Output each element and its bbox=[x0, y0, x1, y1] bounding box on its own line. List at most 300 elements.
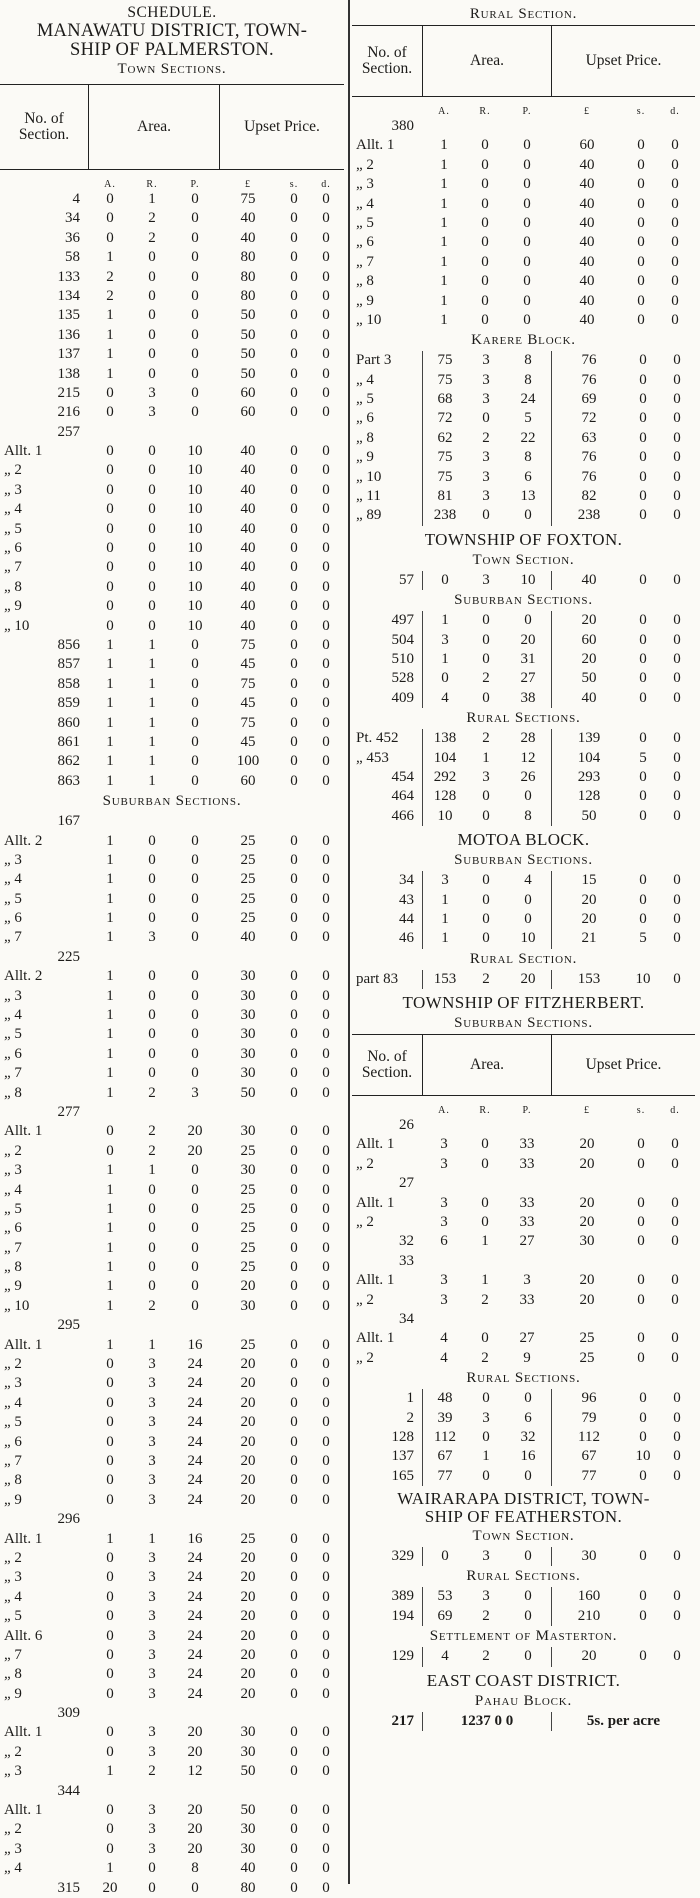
cell-roods bbox=[132, 1316, 172, 1335]
cell-perches bbox=[172, 423, 218, 442]
cell-pounds: 45 bbox=[240, 656, 256, 673]
cell-shillings: 0 bbox=[290, 1588, 298, 1605]
cell-pence: 0 bbox=[322, 1239, 330, 1256]
cell-pounds: 60 bbox=[240, 384, 256, 401]
cell-pounds: 40 bbox=[240, 598, 256, 615]
cell-acres: 1 bbox=[106, 1200, 114, 1217]
table-row bbox=[0, 1181, 344, 1200]
table-row bbox=[0, 1607, 344, 1626]
cell-pounds: 20 bbox=[579, 1155, 595, 1172]
cell-shillings: 0 bbox=[639, 1607, 647, 1624]
cell-pence: 0 bbox=[322, 1259, 330, 1276]
cell-pence bbox=[310, 1782, 342, 1801]
karere-block-heading: Karere Block. bbox=[471, 332, 576, 349]
cell-roods: 3 bbox=[148, 1569, 156, 1586]
cell-roods: 0 bbox=[148, 910, 156, 927]
cell-acres: 0 bbox=[106, 559, 114, 576]
cell-acres: 0 bbox=[106, 1724, 114, 1741]
cell-pounds: 20 bbox=[551, 1647, 626, 1666]
cell-roods: 3 bbox=[482, 468, 490, 485]
cell-perches: 20 bbox=[187, 1802, 203, 1819]
cell-pounds: 40 bbox=[240, 462, 256, 479]
table-row bbox=[0, 1452, 344, 1471]
cell-acres: 1 bbox=[106, 1239, 114, 1256]
cell-pence: 0 bbox=[322, 268, 330, 285]
cell-acres: 0 bbox=[106, 384, 114, 401]
cell-shillings: 0 bbox=[290, 1084, 298, 1101]
cell-acres: 1 bbox=[106, 1336, 114, 1353]
column-divider bbox=[348, 0, 350, 1884]
cell-section: 134 bbox=[57, 287, 80, 304]
cell-acres: 75 bbox=[422, 371, 467, 390]
cell-shillings: 0 bbox=[290, 1007, 298, 1024]
fitzherbert-suburban-table bbox=[352, 1116, 695, 1368]
cell-section: 277 bbox=[57, 1103, 80, 1120]
cell-section: Allt. 1 bbox=[356, 1272, 395, 1289]
cell-pounds: 25 bbox=[240, 910, 256, 927]
cell-roods: 3 bbox=[482, 449, 490, 466]
cell-pence: 0 bbox=[673, 650, 681, 667]
cell-pence: 0 bbox=[673, 488, 681, 505]
table-row bbox=[352, 1428, 695, 1447]
cell-section: „ 4 bbox=[356, 371, 374, 388]
cell-section: 44 bbox=[399, 910, 414, 927]
cell-perches: 0 bbox=[524, 612, 532, 629]
cell-perches: 0 bbox=[191, 1181, 199, 1198]
cell-acres: 1 bbox=[106, 772, 114, 789]
unit-perches-right: P. bbox=[522, 106, 532, 117]
cell-shillings: 0 bbox=[639, 1409, 647, 1426]
table-row bbox=[352, 631, 695, 650]
cell-roods: 3 bbox=[148, 1356, 156, 1373]
cell-perches: 0 bbox=[523, 234, 531, 251]
foxton-town-heading: Town Section. bbox=[472, 551, 575, 568]
cell-pence: 0 bbox=[673, 970, 681, 987]
cell-acres: 1 bbox=[106, 1045, 114, 1062]
cell-perches bbox=[172, 1782, 218, 1801]
cell-pounds: 25 bbox=[240, 1336, 256, 1353]
table-row bbox=[0, 1239, 344, 1258]
cell-pounds: 293 bbox=[551, 768, 626, 787]
table-row bbox=[0, 558, 344, 577]
unit-perches: P. bbox=[190, 179, 200, 190]
cell-pence: 0 bbox=[322, 1084, 330, 1101]
cell-shillings: 0 bbox=[290, 1627, 298, 1644]
cell-shillings: 0 bbox=[290, 1646, 298, 1663]
cell-pounds: 20 bbox=[579, 1291, 595, 1308]
cell-acres: 3 bbox=[422, 631, 467, 650]
cell-acres: 0 bbox=[106, 1646, 114, 1663]
cell-acres bbox=[88, 423, 132, 442]
cell-pence bbox=[310, 1316, 342, 1335]
units-row-right bbox=[352, 97, 695, 117]
cell-perches: 0 bbox=[191, 1220, 199, 1237]
table-row bbox=[0, 1665, 344, 1684]
cell-shillings: 0 bbox=[637, 234, 645, 251]
cell-shillings: 0 bbox=[639, 352, 647, 369]
cell-pounds: 20 bbox=[551, 891, 626, 910]
cell-pence: 0 bbox=[322, 1453, 330, 1469]
cell-acres: 1 bbox=[422, 910, 467, 929]
cell-pence: 0 bbox=[673, 468, 681, 485]
table-row bbox=[0, 655, 344, 674]
cell-acres bbox=[88, 1316, 132, 1335]
unit-acres-right: A. bbox=[438, 106, 450, 117]
cell-section: „ 9 bbox=[4, 1685, 22, 1702]
table-row bbox=[352, 117, 695, 136]
cell-acres: 1 bbox=[106, 695, 114, 712]
cell-roods: 0 bbox=[481, 1136, 489, 1153]
cell-roods: 2 bbox=[482, 1607, 490, 1624]
cell-section: „ 2 bbox=[4, 1743, 22, 1760]
cell-pence: 0 bbox=[671, 156, 679, 173]
cell-roods: 0 bbox=[481, 311, 489, 328]
cell-pence: 0 bbox=[673, 1409, 681, 1426]
cell-section: 380 bbox=[391, 118, 414, 134]
cell-pounds: 60 bbox=[551, 631, 626, 650]
cell-section: „ 4 bbox=[4, 1181, 22, 1198]
fitz-unit-pence: d. bbox=[670, 1105, 680, 1117]
cell-perches: 0 bbox=[191, 695, 199, 712]
table-row bbox=[0, 890, 344, 909]
cell-pounds: 30 bbox=[240, 1123, 256, 1140]
cell-pence: 0 bbox=[673, 670, 681, 687]
cell-shillings: 0 bbox=[290, 1065, 298, 1082]
cell-section: 257 bbox=[57, 423, 80, 440]
cell-shillings: 0 bbox=[290, 307, 298, 324]
cell-shillings: 0 bbox=[290, 733, 298, 750]
cell-pence: 0 bbox=[322, 1336, 330, 1353]
cell-acres: 238 bbox=[422, 506, 467, 525]
cell-section: „ 4 bbox=[4, 1007, 22, 1024]
cell-pounds: 20 bbox=[240, 1491, 256, 1508]
cell-section: „ 2 bbox=[4, 1142, 22, 1159]
cell-roods: 2 bbox=[481, 1291, 489, 1308]
table-row bbox=[0, 928, 344, 947]
table-row bbox=[352, 311, 695, 330]
cell-shillings: 0 bbox=[637, 1349, 645, 1366]
cell-shillings: 5 bbox=[639, 749, 647, 766]
cell-perches: 24 bbox=[187, 1549, 203, 1566]
cell-pence: 0 bbox=[671, 195, 679, 212]
cell-pounds: 45 bbox=[240, 695, 256, 712]
cell-section: 46 bbox=[399, 930, 414, 947]
cell-perches: 24 bbox=[187, 1646, 203, 1663]
cell-roods: 3 bbox=[148, 1588, 156, 1605]
cell-shillings: 0 bbox=[290, 384, 298, 401]
cell-perches: 0 bbox=[524, 1588, 532, 1605]
cell-section: 464 bbox=[391, 788, 414, 805]
cell-pounds: 50 bbox=[240, 365, 256, 382]
cell-pounds bbox=[550, 1116, 624, 1135]
cell-acres: 1 bbox=[106, 714, 114, 731]
cell-shillings: 0 bbox=[290, 1472, 298, 1489]
cell-section: „ 9 bbox=[356, 449, 374, 466]
cell-acres: 1 bbox=[440, 253, 448, 270]
cell-acres bbox=[88, 1103, 132, 1122]
table-row bbox=[352, 1116, 695, 1135]
cell-acres: 0 bbox=[106, 1549, 114, 1566]
cell-roods: 3 bbox=[148, 929, 156, 946]
cell-pence: 0 bbox=[322, 1026, 330, 1043]
pahau-row bbox=[352, 1712, 695, 1731]
cell-pence: 0 bbox=[671, 1194, 679, 1211]
cell-acres: 1 bbox=[106, 249, 114, 266]
cell-shillings: 0 bbox=[637, 1330, 645, 1347]
cell-shillings: 0 bbox=[290, 910, 298, 927]
cell-section: „ 6 bbox=[356, 410, 374, 427]
cell-section: 510 bbox=[391, 650, 414, 667]
cell-perches: 0 bbox=[523, 253, 531, 270]
table-row bbox=[0, 1782, 344, 1801]
cell-roods: 0 bbox=[148, 1065, 156, 1082]
cell-section: 862 bbox=[57, 753, 80, 770]
motoa-suburban-table bbox=[352, 871, 695, 949]
cell-roods: 0 bbox=[481, 1214, 489, 1231]
cell-shillings: 0 bbox=[639, 1428, 647, 1445]
cell-perches: 24 bbox=[187, 1491, 203, 1508]
cell-acres: 0 bbox=[106, 1356, 114, 1373]
unit-pence: d. bbox=[321, 179, 331, 190]
cell-acres: 0 bbox=[106, 191, 114, 207]
cell-shillings: 0 bbox=[290, 1259, 298, 1276]
pahau-area: 1237 0 0 bbox=[422, 1712, 551, 1731]
cell-pence: 0 bbox=[322, 1065, 330, 1082]
cell-perches: 10 bbox=[187, 617, 203, 634]
cell-acres: 4 bbox=[440, 1330, 448, 1347]
cell-pence: 0 bbox=[673, 507, 681, 524]
cell-shillings: 5 bbox=[639, 930, 647, 947]
cell-shillings: 0 bbox=[639, 1548, 647, 1565]
table-row bbox=[0, 636, 344, 655]
cell-acres: 1 bbox=[106, 1220, 114, 1237]
cell-shillings: 0 bbox=[290, 210, 298, 227]
cell-section: „ 6 bbox=[4, 1045, 22, 1062]
cell-pounds: 20 bbox=[240, 1666, 256, 1683]
cell-section: „ 3 bbox=[4, 987, 22, 1004]
fitzherbert-rural-heading: Rural Sections. bbox=[466, 1370, 581, 1387]
cell-roods: 0 bbox=[481, 195, 489, 212]
cell-perches: 0 bbox=[524, 1548, 532, 1565]
cell-acres: 1 bbox=[106, 987, 114, 1004]
fitzherbert-suburban-heading: Suburban Sections. bbox=[454, 1015, 593, 1032]
cell-acres: 0 bbox=[106, 481, 114, 498]
cell-pounds: 77 bbox=[551, 1467, 626, 1486]
table-row bbox=[0, 1297, 344, 1316]
cell-pence: 0 bbox=[322, 656, 330, 673]
cell-section: 344 bbox=[57, 1782, 80, 1799]
table-row bbox=[352, 272, 695, 291]
cell-roods: 3 bbox=[482, 768, 490, 785]
cell-section: Allt. 6 bbox=[4, 1627, 43, 1644]
cell-perches: 3 bbox=[523, 1272, 531, 1289]
schedule-title: SCHEDULE. bbox=[127, 4, 217, 21]
cell-pence: 0 bbox=[322, 326, 330, 343]
cell-perches bbox=[504, 1252, 550, 1271]
cell-section: 859 bbox=[57, 695, 80, 712]
cell-pence: 0 bbox=[671, 1272, 679, 1289]
cell-pence: 0 bbox=[322, 1162, 330, 1179]
cell-acres bbox=[422, 1116, 466, 1135]
cell-shillings: 0 bbox=[290, 1666, 298, 1683]
cell-section: 128 bbox=[391, 1428, 414, 1445]
cell-section: „ 453 bbox=[356, 749, 389, 766]
cell-roods: 0 bbox=[148, 1860, 156, 1877]
cell-shillings: 0 bbox=[290, 1356, 298, 1373]
cell-roods: 3 bbox=[148, 1491, 156, 1508]
cell-perches: 8 bbox=[524, 352, 532, 369]
cell-perches bbox=[172, 1704, 218, 1723]
cell-section: „ 2 bbox=[356, 1214, 374, 1231]
cell-acres: 1 bbox=[440, 311, 448, 328]
cell-roods: 0 bbox=[482, 807, 490, 824]
cell-perches: 24 bbox=[187, 1627, 203, 1644]
cell-roods: 1 bbox=[148, 714, 156, 731]
cell-section: 857 bbox=[57, 656, 80, 673]
cell-section: „ 8 bbox=[4, 1666, 22, 1683]
table-row bbox=[0, 209, 344, 228]
table-row bbox=[352, 506, 695, 525]
fitz-unit-perches: P. bbox=[522, 1105, 532, 1117]
cell-acres: 3 bbox=[440, 1214, 448, 1231]
cell-perches: 0 bbox=[191, 384, 199, 401]
table-row bbox=[0, 345, 344, 364]
cell-pounds bbox=[550, 1174, 624, 1193]
town-sections-heading: Town Sections. bbox=[117, 61, 227, 77]
cell-pounds: 30 bbox=[240, 987, 256, 1004]
cell-pounds: 40 bbox=[240, 578, 256, 595]
cell-pounds: 20 bbox=[551, 910, 626, 929]
cell-roods: 3 bbox=[482, 352, 490, 369]
cell-acres: 1 bbox=[440, 137, 448, 154]
cell-pence: 0 bbox=[322, 1569, 330, 1586]
cell-pence: 0 bbox=[322, 1608, 330, 1625]
cell-section: 34 bbox=[399, 872, 414, 889]
cell-perches: 24 bbox=[187, 1666, 203, 1683]
table-row bbox=[0, 1045, 344, 1064]
cell-pounds: 25 bbox=[579, 1330, 595, 1347]
header-area-right: Area. bbox=[423, 26, 552, 96]
cell-roods: 2 bbox=[482, 970, 490, 987]
cell-pence: 0 bbox=[673, 391, 681, 408]
unit-roods: R. bbox=[146, 179, 158, 190]
cell-pence: 0 bbox=[322, 1433, 330, 1450]
cell-perches bbox=[504, 117, 550, 136]
cell-roods: 0 bbox=[148, 617, 156, 634]
cell-acres: 0 bbox=[106, 617, 114, 634]
cell-section: „ 7 bbox=[4, 1453, 22, 1469]
cell-shillings: 0 bbox=[290, 832, 298, 849]
cell-section: 216 bbox=[57, 404, 80, 421]
cell-shillings: 0 bbox=[639, 1467, 647, 1484]
cell-roods: 3 bbox=[148, 384, 156, 401]
cell-perches: 20 bbox=[187, 1821, 203, 1838]
table-row bbox=[0, 1355, 344, 1374]
cell-section: 315 bbox=[57, 1879, 80, 1896]
cell-pence: 0 bbox=[322, 753, 330, 770]
cell-perches bbox=[504, 1174, 550, 1193]
cell-roods: 3 bbox=[148, 1394, 156, 1411]
cell-pence: 0 bbox=[671, 1214, 679, 1231]
cell-shillings: 0 bbox=[290, 695, 298, 712]
cell-shillings: 0 bbox=[290, 1433, 298, 1450]
cell-shillings: 0 bbox=[290, 1879, 298, 1896]
cell-roods bbox=[132, 948, 172, 967]
cell-roods bbox=[466, 1310, 504, 1329]
cell-acres bbox=[88, 1510, 132, 1529]
cell-roods: 3 bbox=[148, 1433, 156, 1450]
fitz-unit-shillings: s. bbox=[636, 1105, 646, 1117]
cell-pence: 0 bbox=[673, 749, 681, 766]
cell-section: 296 bbox=[57, 1511, 80, 1528]
table-row bbox=[352, 1174, 695, 1193]
cell-pounds: 30 bbox=[240, 968, 256, 985]
cell-roods: 0 bbox=[148, 1200, 156, 1217]
cell-roods: 3 bbox=[148, 1840, 156, 1857]
cell-pounds: 72 bbox=[551, 409, 626, 428]
cell-shillings: 0 bbox=[290, 1802, 298, 1819]
fitz-unit-pounds: £ bbox=[584, 1105, 590, 1117]
cell-section: „ 3 bbox=[356, 176, 374, 193]
cell-acres: 0 bbox=[106, 578, 114, 595]
cell-roods: 1 bbox=[148, 675, 156, 692]
cell-roods: 1 bbox=[481, 1272, 489, 1289]
cell-pounds: 40 bbox=[240, 481, 256, 498]
cell-perches: 9 bbox=[523, 1349, 531, 1366]
cell-perches: 0 bbox=[191, 268, 199, 285]
cell-pence: 0 bbox=[322, 520, 330, 537]
cell-acres: 0 bbox=[422, 571, 467, 590]
cell-perches: 0 bbox=[191, 987, 199, 1004]
header-area: Area. bbox=[89, 85, 220, 169]
cell-roods: 0 bbox=[481, 176, 489, 193]
cell-pounds: 40 bbox=[240, 443, 256, 460]
cell-shillings: 0 bbox=[637, 311, 645, 328]
cell-pence: 0 bbox=[322, 1220, 330, 1237]
table-row bbox=[0, 539, 344, 558]
cell-pounds: 69 bbox=[551, 390, 626, 409]
cell-shillings: 0 bbox=[290, 1336, 298, 1353]
cell-perches: 0 bbox=[191, 851, 199, 868]
cell-pounds: 30 bbox=[240, 1162, 256, 1179]
cell-pence: 0 bbox=[322, 578, 330, 595]
cell-section: 309 bbox=[57, 1705, 80, 1722]
cell-acres: 1 bbox=[106, 326, 114, 343]
cell-pounds: 40 bbox=[240, 1860, 256, 1877]
cell-pence: 0 bbox=[322, 598, 330, 615]
cell-pounds bbox=[218, 1316, 278, 1335]
cell-acres bbox=[422, 117, 466, 136]
cell-roods: 0 bbox=[481, 1330, 489, 1347]
table-row bbox=[352, 1155, 695, 1174]
cell-pounds: 50 bbox=[240, 326, 256, 343]
cell-roods: 3 bbox=[148, 1743, 156, 1760]
cell-perches bbox=[172, 1510, 218, 1529]
cell-pounds: 25 bbox=[240, 1530, 256, 1547]
cell-perches: 0 bbox=[191, 1045, 199, 1062]
cell-section: 129 bbox=[391, 1648, 414, 1665]
cell-section: 57 bbox=[399, 571, 414, 588]
cell-section: „ 6 bbox=[4, 1433, 22, 1450]
cell-section: 215 bbox=[57, 384, 80, 401]
cell-pounds: 25 bbox=[240, 851, 256, 868]
motoa-suburban-heading: Suburban Sections. bbox=[454, 852, 593, 869]
cell-section: 528 bbox=[391, 670, 414, 687]
cell-roods bbox=[466, 117, 504, 136]
table-row bbox=[352, 1271, 695, 1290]
cell-shillings: 0 bbox=[290, 851, 298, 868]
cell-perches: 20 bbox=[187, 1123, 203, 1140]
